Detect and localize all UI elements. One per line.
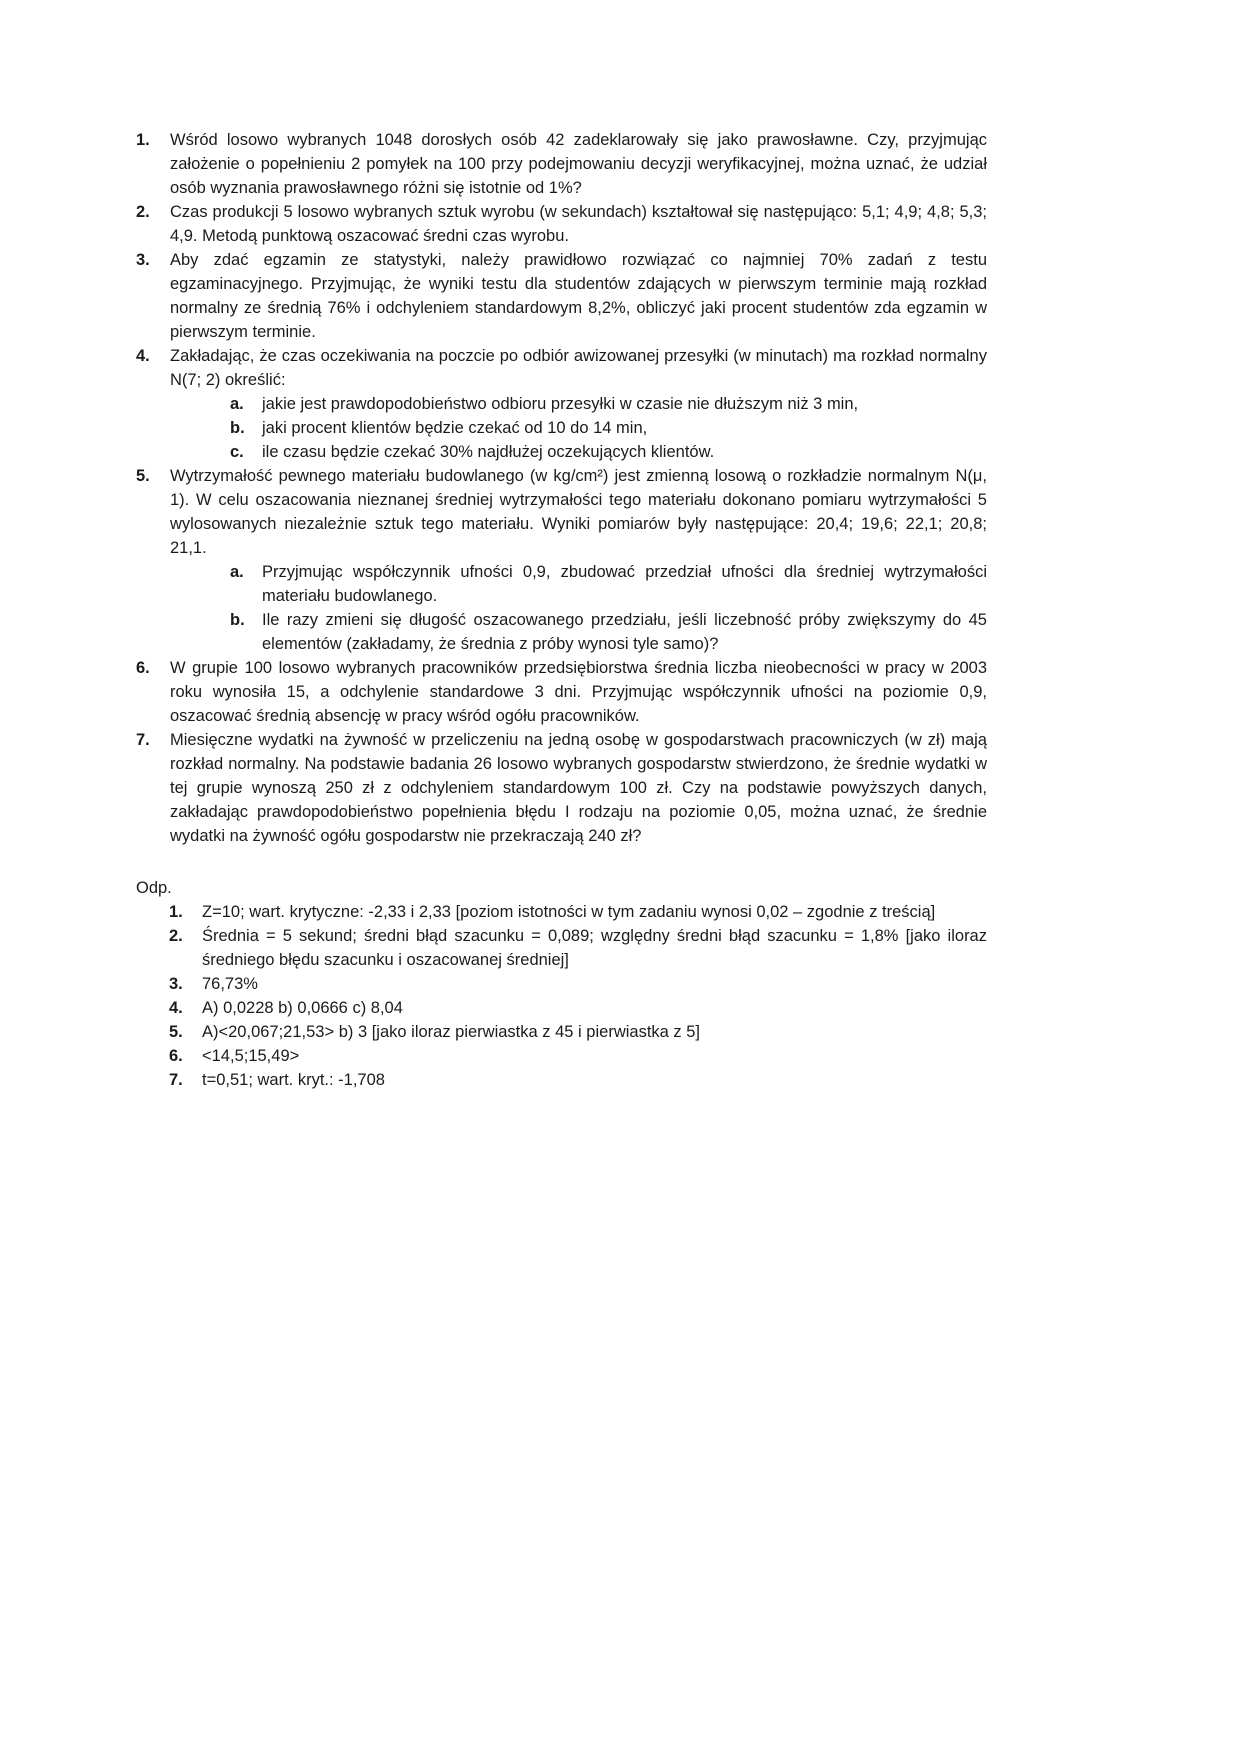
answer-item [169,972,987,996]
answer-text: <14,5;15,49> [202,1047,300,1065]
answer-number: 1. [169,903,183,921]
answer-item [169,924,987,972]
problem-subitem [230,608,987,656]
problem-item [136,464,987,656]
problem-number: 6. [136,659,150,677]
answer-item [169,1068,987,1092]
subitem-text: Ile razy zmieni się długość oszacowanego przedziału, jeśli liczebność próby zwiększymy do 45 elementów (zakładamy, że średnia z próby wynosi tyle samo)? [262,611,987,653]
problem-item [136,344,987,464]
answer-text: Z=10; wart. krytyczne: -2,33 i 2,33 [poziom istotności w tym zadaniu wynosi 0,02 – zgodnie z treścią] [202,903,936,921]
problem-number: 2. [136,203,150,221]
problem-item [136,248,987,344]
subitem-text: Przyjmując współczynnik ufności 0,9, zbudować przedział ufności dla średniej wytrzymałości materiału budowlanego. [262,563,987,605]
problem-number: 3. [136,251,150,269]
answer-number: 3. [169,975,183,993]
problem-item [136,656,987,728]
answer-item [169,1020,987,1044]
problem-text: Zakładając, że czas oczekiwania na poczcie po odbiór awizowanej przesyłki (w minutach) ma rozkład normalny N(7; 2) określić: [170,347,987,389]
problem-item [136,728,987,848]
problem-text: Wśród losowo wybranych 1048 dorosłych osób 42 zadeklarowały się jako prawosławne. Czy, przyjmując założenie o popełnieniu 2 pomyłek na 100 przy podejmowaniu decyzji weryfikacyjnej, można uznać, że udział osób wyznania prawosławnego różni się istotnie od 1%? [170,131,987,197]
problem-text: W grupie 100 losowo wybranych pracowników przedsiębiorstwa średnia liczba nieobecności w pracy w 2003 roku wynosiła 15, a odchylenie standardowe 3 dni. Przyjmując współczynnik ufności na poziomie 0,9, oszacować średnią absencję w pracy wśród ogółu pracowników. [170,659,987,725]
answer-number: 2. [169,927,183,945]
problem-subitem [230,416,987,440]
answer-number: 6. [169,1047,183,1065]
problem-number: 1. [136,131,150,149]
problem-subitem [230,392,987,416]
answer-item [169,900,987,924]
subitem-text: jakie jest prawdopodobieństwo odbioru przesyłki w czasie nie dłuższym niż 3 min, [262,395,859,413]
answer-item [169,1044,987,1068]
problem-text: Czas produkcji 5 losowo wybranych sztuk wyrobu (w sekundach) kształtował się następująco: 5,1; 4,9; 4,8; 5,3; 4,9. Metodą punktową oszacować średni czas wyrobu. [170,203,987,245]
answer-text: A)<20,067;21,53> b) 3 [jako iloraz pierwiastka z 45 i pierwiastka z 5] [202,1023,701,1041]
subitem-text: ile czasu będzie czekać 30% najdłużej oczekujących klientów. [262,443,715,461]
problem-body [170,344,987,464]
problem-item [136,128,987,200]
problem-text: Miesięczne wydatki na żywność w przeliczeniu na jedną osobę w gospodarstwach pracowniczych (w zł) mają rozkład normalny. Na podstawie badania 26 losowo wybranych gospodarstw stwierdzono, że średnie wydatki w tej grupie wynoszą 250 zł z odchyleniem standardowym 100 zł. Czy na podstawie powyższych danych, zakładając prawdopodobieństwo popełnienia błędu I rodzaju na poziomie 0,05, można uznać, że średnie wydatki na żywność ogółu gospodarstw nie przekraczają 240 zł? [170,731,987,845]
answer-number: 4. [169,999,183,1017]
subitem-label: b. [230,611,245,629]
answer-item [169,996,987,1020]
subitem-label: b. [230,419,245,437]
answer-text: t=0,51; wart. kryt.: -1,708 [202,1071,385,1089]
problem-text: Aby zdać egzamin ze statystyki, należy prawidłowo rozwiązać co najmniej 70% zadań z testu egzaminacyjnego. Przyjmując, że wyniki testu dla studentów zdających w pierwszym terminie mają rozkład normalny ze średnią 76% i odchyleniem standardowym 8,2%, obliczyć jaki procent studentów zda egzamin w pierwszym terminie. [170,251,987,341]
problem-number: 5. [136,467,150,485]
problem-body [170,464,987,656]
answer-number: 7. [169,1071,183,1089]
subitem-label: a. [230,395,244,413]
answer-text: 76,73% [202,975,258,993]
problem-text: Wytrzymałość pewnego materiału budowlanego (w kg/cm²) jest zmienną losową o rozkładzie normalnym N(μ, 1). W celu oszacowania nieznanej średniej wytrzymałości tego materiału dokonano pomiaru wytrzymałości 5 wylosowanych niezależnie sztuk tego materiału. Wyniki pomiarów były następujące: 20,4; 19,6; 22,1; 20,8; 21,1. [170,467,987,557]
problem-item [136,200,987,248]
answer-text: A) 0,0228 b) 0,0666 c) 8,04 [202,999,403,1017]
subitem-label: c. [230,443,244,461]
answer-number: 5. [169,1023,183,1041]
answer-text: Średnia = 5 sekund; średni błąd szacunku = 0,089; względny średni błąd szacunku = 1,8% [jako iloraz średniego błędu szacunku i oszacowanej średniej] [202,927,987,969]
answers-heading: Odp. [136,879,172,897]
subitem-label: a. [230,563,244,581]
problem-number: 7. [136,731,150,749]
problem-subitem [230,440,987,464]
subitem-text: jaki procent klientów będzie czekać od 10 do 14 min, [262,419,648,437]
problem-subitem [230,560,987,608]
problem-number: 4. [136,347,150,365]
